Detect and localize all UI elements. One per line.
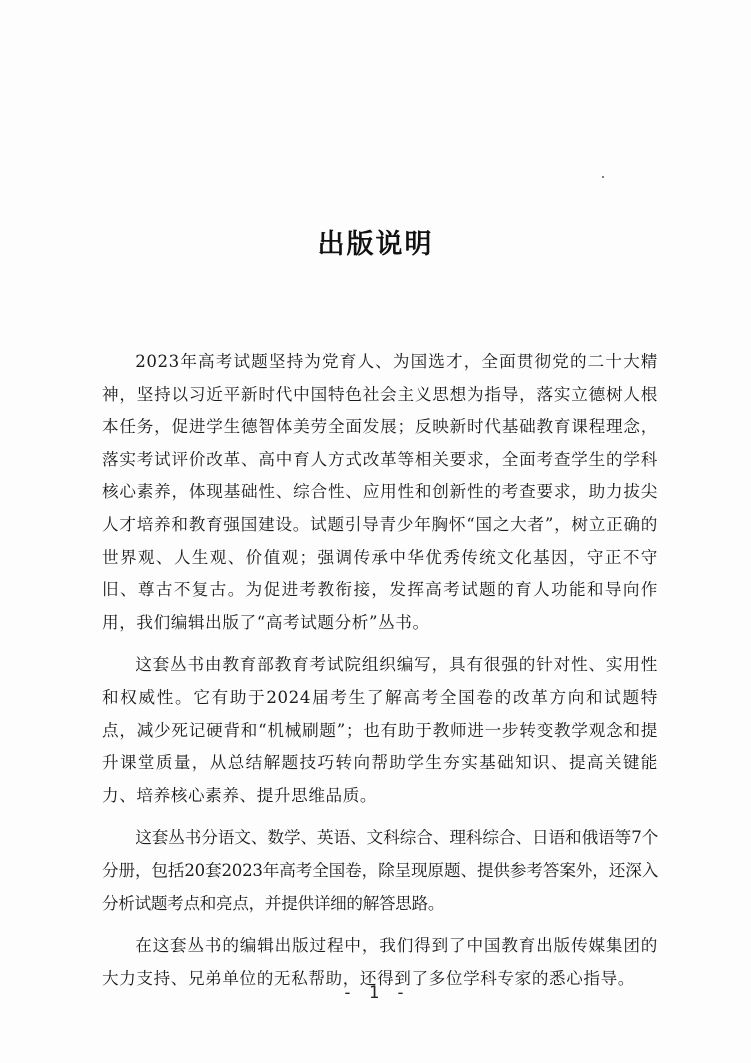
page-title: 出版说明 [317,229,434,260]
body-text [102,346,658,1005]
scan-speck [602,176,604,178]
paragraph-1: 2023年高考试题坚持为党育人、为国选才，全面贯彻党的二十大精神，坚持以习近平新时代中国特色社会主义思想为指导，落实立德树人根本任务，促进学生德智体美劳全面发展；反映新时代基础教育课程理念，落实考试评价改革、高中育人方式改革等相关要求，全面考查学生的学科核心素养，体现基础性、综合性、应用性和创新性的考查要求，助力拔尖人才培养和教育强国建设。试题引导青少年胸怀“国之大者”，树立正确的世界观、人生观、价值观；强调传承中华优秀传统文化基因，守正不守旧、尊古不复古。为促进考教衔接，发挥高考试题的育人功能和导向作用，我们编辑出版了“高考试题分析”丛书。 [102,352,658,632]
page-number: - 1 - [342,983,409,1003]
paragraph-3: 这套丛书分语文、数学、英语、文科综合、理科综合、日语和俄语等7个分册，包括20套2023年高考全国卷，除呈现原题、提供参考答案外，还深入分析试题考点和亮点，并提供详细的解答思路。 [102,828,658,913]
paragraph-2: 这套丛书由教育部教育考试院组织编写，具有很强的针对性、实用性和权威性。它有助于2024届考生了解高考全国卷的改革方向和试题特点，减少死记硬背和“机械刷题”；也有助于教师进一步转变教学观念和提升课堂质量，从总结解题技巧转向帮助学生夯实基础知识、提高关键能力、培养核心素养、提升思维品质。 [102,655,658,805]
paragraph-4: 在这套丛书的编辑出版过程中，我们得到了中国教育出版传媒集团的大力支持、兄弟单位的无私帮助，还得到了多位学科专家的悉心指导。 [102,936,658,988]
